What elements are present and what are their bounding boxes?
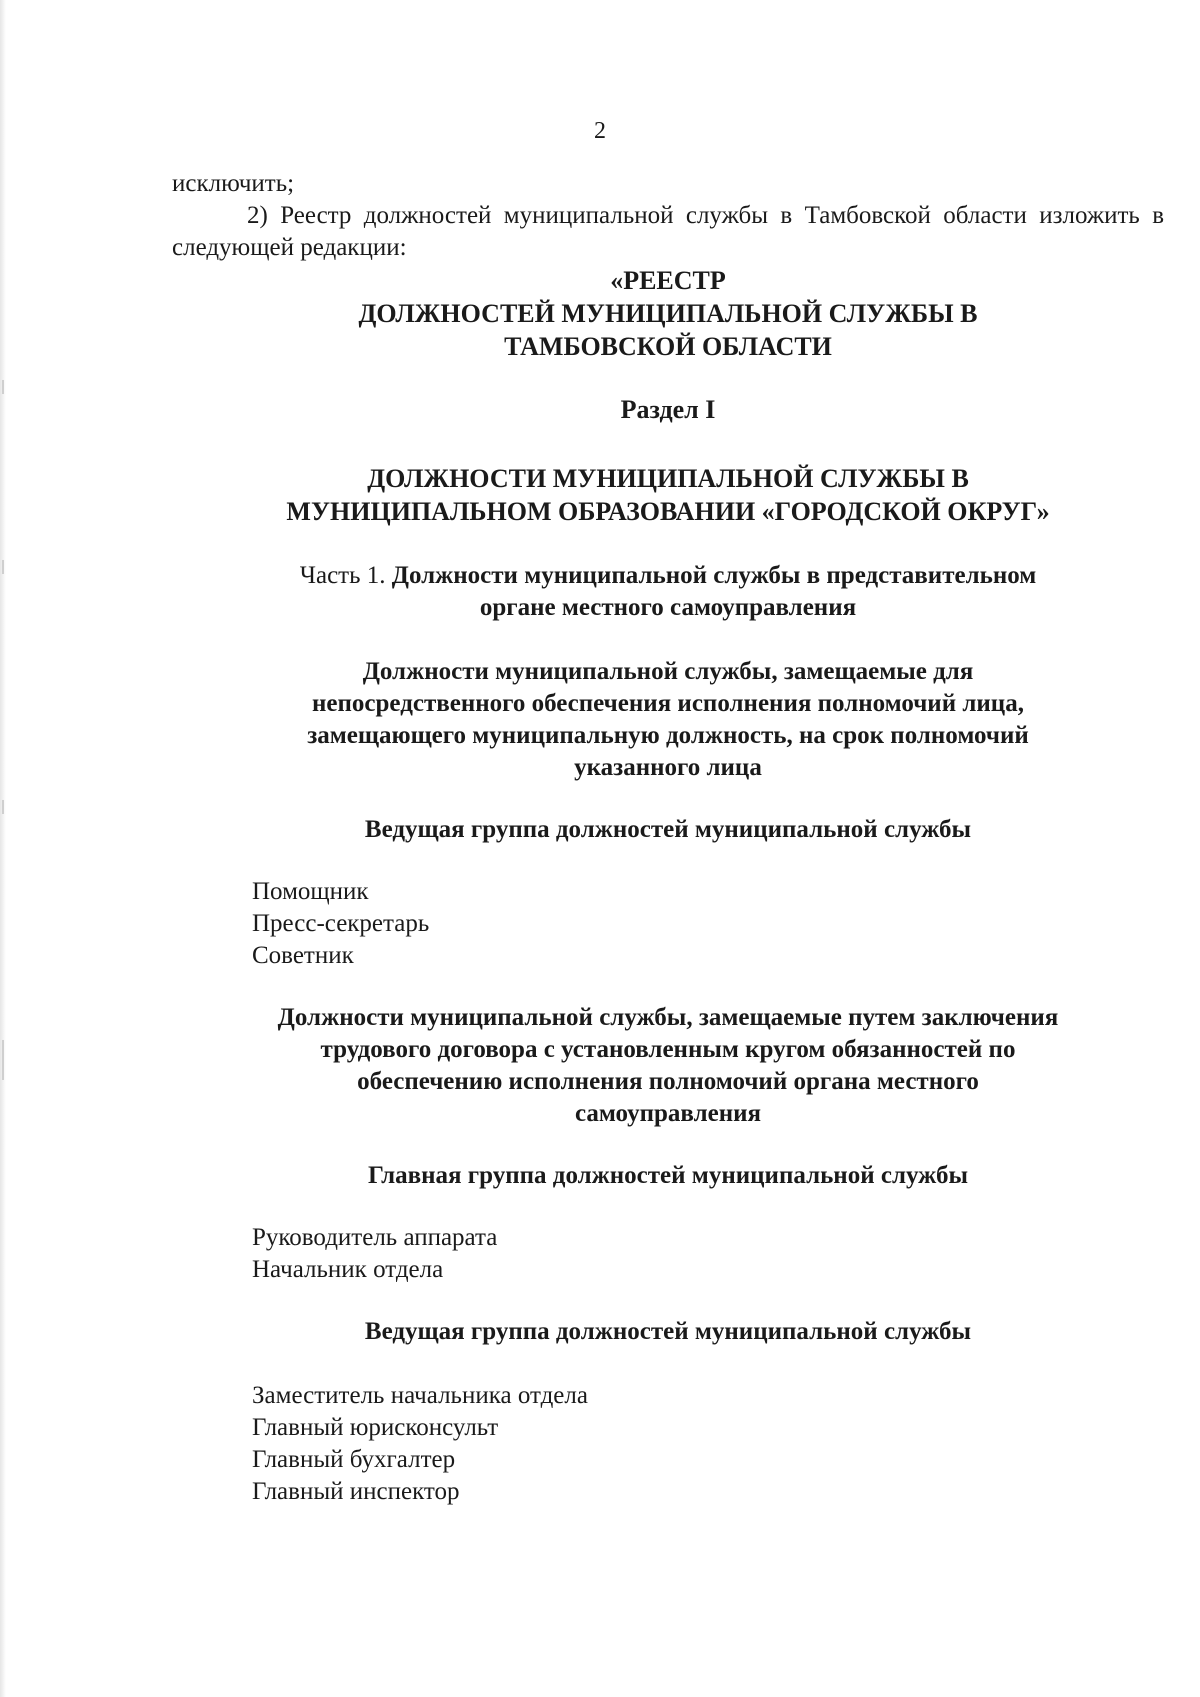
section-title-line: МУНИЦИПАЛЬНОМ ОБРАЗОВАНИИ «ГОРОДСКОЙ ОКРУГ» — [286, 497, 1050, 526]
block1-group-heading: Ведущая группа должностей муниципальной службы — [364, 816, 972, 843]
section-title-line: ДОЛЖНОСТИ МУНИЦИПАЛЬНОЙ СЛУЖБЫ В — [367, 464, 969, 493]
position-item: Помощник — [252, 878, 369, 905]
scan-speck — [2, 800, 4, 814]
position-item: Советник — [252, 942, 354, 969]
scan-speck — [2, 380, 4, 394]
part1-title-line: органе местного самоуправления — [479, 594, 857, 621]
scan-edge — [0, 0, 6, 1697]
registry-title-line: ДОЛЖНОСТЕЙ МУНИЦИПАЛЬНОЙ СЛУЖБЫ В — [358, 299, 978, 328]
part1-title-line — [172, 560, 1164, 592]
block2-group1-list — [252, 1222, 1164, 1286]
block1-heading-line: замещающего муниципальную должность, на срок полномочий — [307, 722, 1029, 749]
position-item: Заместитель начальника отдела — [252, 1382, 588, 1409]
scan-speck — [2, 560, 4, 574]
block1-heading-line: Должности муниципальной службы, замещаемые для — [362, 658, 974, 685]
block2-heading — [172, 1002, 1164, 1130]
block1-position-list — [252, 876, 1164, 972]
intro-paragraph: 2) Реестр должностей муниципальной службы в Тамбовской области изложить в следующей редакции: — [172, 202, 1164, 261]
registry-title — [172, 264, 1164, 363]
section-label: Раздел I — [620, 395, 716, 424]
part1-title-text: Должности муниципальной службы в представительном — [391, 562, 1037, 589]
block2-heading-line: Должности муниципальной службы, замещаемые путем заключения — [277, 1004, 1059, 1031]
page-number: 2 — [594, 118, 606, 144]
position-item: Главный инспектор — [252, 1478, 460, 1505]
document-body — [172, 168, 1164, 1508]
position-item: Главный бухгалтер — [252, 1446, 456, 1473]
block1-heading — [172, 656, 1164, 784]
block2-heading-line: трудового договора с установленным кругом обязанностей по — [320, 1036, 1016, 1063]
position-item: Руководитель аппарата — [252, 1224, 498, 1251]
section-title — [172, 462, 1164, 528]
block2-group2-list — [252, 1380, 1164, 1508]
part1-title — [172, 560, 1164, 624]
position-item: Главный юрисконсульт — [252, 1414, 499, 1441]
registry-title-line: ТАМБОВСКОЙ ОБЛАСТИ — [504, 332, 832, 361]
scan-speck — [2, 1040, 4, 1080]
part1-prefix: Часть 1. — [299, 562, 386, 589]
registry-title-line: «РЕЕСТР — [610, 266, 726, 295]
block2-heading-line: самоуправления — [574, 1100, 762, 1127]
block2-heading-line: обеспечению исполнения полномочий органа местного — [357, 1068, 979, 1095]
intro-line: исключить; — [172, 170, 295, 197]
block2-group2-heading: Ведущая группа должностей муниципальной службы — [364, 1318, 972, 1345]
position-item: Начальник отдела — [252, 1256, 444, 1283]
position-item: Пресс-секретарь — [252, 910, 430, 937]
block2-group1-heading: Главная группа должностей муниципальной службы — [368, 1162, 968, 1189]
block1-heading-line: непосредственного обеспечения исполнения полномочий лица, — [312, 690, 1024, 717]
block1-heading-line: указанного лица — [574, 754, 762, 781]
